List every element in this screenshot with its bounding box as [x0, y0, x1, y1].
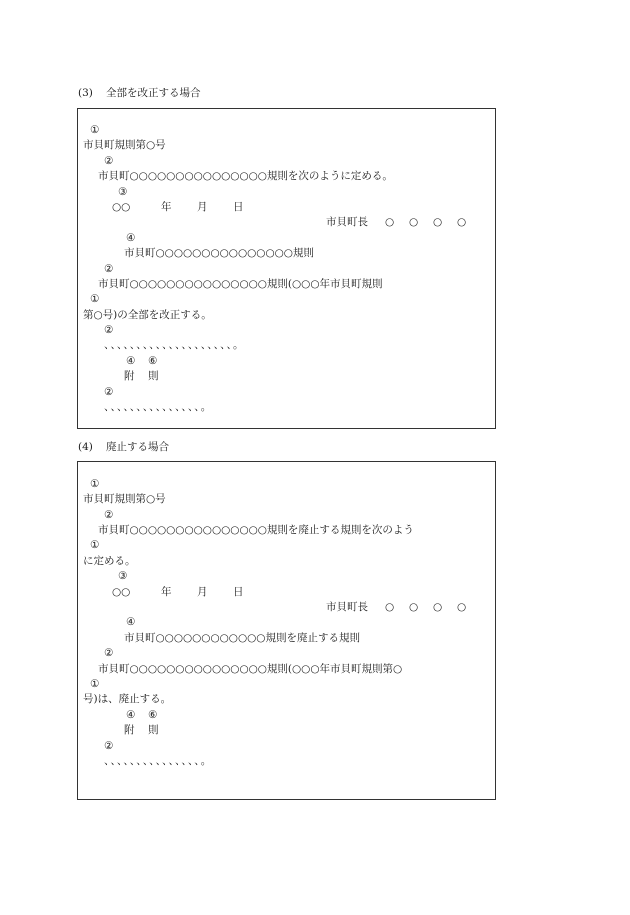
- s3-marker-2: ②: [104, 155, 114, 167]
- s3-body-line-2: 第○号)の全部を改正する。: [83, 309, 212, 321]
- s3-date-year: 年: [161, 201, 172, 213]
- s4-marker-8: ④: [126, 709, 136, 721]
- s3-date-era: ○○: [112, 201, 131, 213]
- s4-marker-2: ②: [104, 509, 114, 521]
- s3-marker-8: ④: [126, 355, 136, 367]
- s3-marker-7: ②: [104, 324, 114, 336]
- s4-enactment-line-2: に定める。: [83, 555, 136, 567]
- s4-marker-1: ①: [90, 478, 100, 490]
- s3-supplementary-1: 附: [124, 370, 135, 382]
- section-3-heading: [78, 86, 201, 100]
- section-3-number: (3): [78, 87, 93, 99]
- s3-mayor-name-1: ○: [385, 216, 395, 228]
- s3-supplementary-2: 則: [148, 370, 159, 382]
- s3-marker-3: ③: [118, 186, 128, 198]
- s4-mayor-name-3: ○: [433, 601, 443, 613]
- s4-body-line-1: 市貝町○○○○○○○○○○○○○○○規則(○○○年市貝町規則第○: [98, 663, 403, 675]
- s3-rule-number: 市貝町規則第○号: [83, 139, 166, 151]
- s4-placeholder-line: 、、、、、、、、、、、、、、、。: [104, 755, 213, 767]
- s3-placeholder-line-2: 、、、、、、、、、、、、、、、。: [104, 401, 213, 413]
- s3-mayor-name-3: ○: [433, 216, 443, 228]
- s3-mayor-name-2: ○: [409, 216, 419, 228]
- s3-marker-5: ②: [104, 263, 114, 275]
- s4-rule-number: 市貝町規則第○号: [83, 493, 166, 505]
- s4-mayor-name-1: ○: [385, 601, 395, 613]
- s4-marker-7: ①: [90, 678, 100, 690]
- s4-date-month: 月: [197, 586, 208, 598]
- s3-rule-title: 市貝町○○○○○○○○○○○○○○○規則: [124, 247, 314, 259]
- section-3-title: 全部を改正する場合: [106, 87, 201, 99]
- s4-marker-5: ④: [126, 616, 136, 628]
- s3-placeholder-line-1: 、、、、、、、、、、、、、、、、、、、、。: [104, 339, 245, 351]
- s3-marker-4: ④: [126, 232, 136, 244]
- s4-body-line-2: 号)は、廃止する。: [83, 693, 172, 705]
- s3-marker-6: ①: [90, 293, 100, 305]
- s4-marker-10: ②: [104, 740, 114, 752]
- s4-marker-9: ⑥: [148, 709, 158, 721]
- section-4-heading: [78, 440, 169, 454]
- s4-mayor-name-4: ○: [457, 601, 467, 613]
- s4-marker-4: ③: [118, 570, 128, 582]
- s4-mayor-title: 市貝町長: [326, 601, 368, 613]
- s3-marker-1: ①: [90, 124, 100, 136]
- s4-date-era: ○○: [112, 586, 131, 598]
- s3-enactment-text: 市貝町○○○○○○○○○○○○○○○規則を次のように定める。: [98, 170, 393, 182]
- s4-rule-title: 市貝町○○○○○○○○○○○○規則を廃止する規則: [124, 632, 360, 644]
- section-3-box: [77, 108, 496, 429]
- s4-marker-6: ②: [104, 647, 114, 659]
- s4-supplementary-2: 則: [148, 724, 159, 736]
- s4-mayor-name-2: ○: [409, 601, 419, 613]
- s3-marker-10: ②: [104, 386, 114, 398]
- section-4-number: (4): [78, 441, 93, 453]
- s4-enactment-line-1: 市貝町○○○○○○○○○○○○○○○規則を廃止する規則を次のよう: [98, 524, 414, 536]
- s4-date-year: 年: [161, 586, 172, 598]
- s3-marker-9: ⑥: [148, 355, 158, 367]
- s4-date-day: 日: [233, 586, 244, 598]
- s3-date-month: 月: [197, 201, 208, 213]
- section-4-title: 廃止する場合: [106, 441, 169, 453]
- s3-mayor-name-4: ○: [457, 216, 467, 228]
- s4-marker-3: ①: [90, 539, 100, 551]
- s3-date-day: 日: [233, 201, 244, 213]
- s3-mayor-title: 市貝町長: [326, 216, 368, 228]
- s3-body-line-1: 市貝町○○○○○○○○○○○○○○○規則(○○○年市貝町規則: [98, 278, 383, 290]
- s4-supplementary-1: 附: [124, 724, 135, 736]
